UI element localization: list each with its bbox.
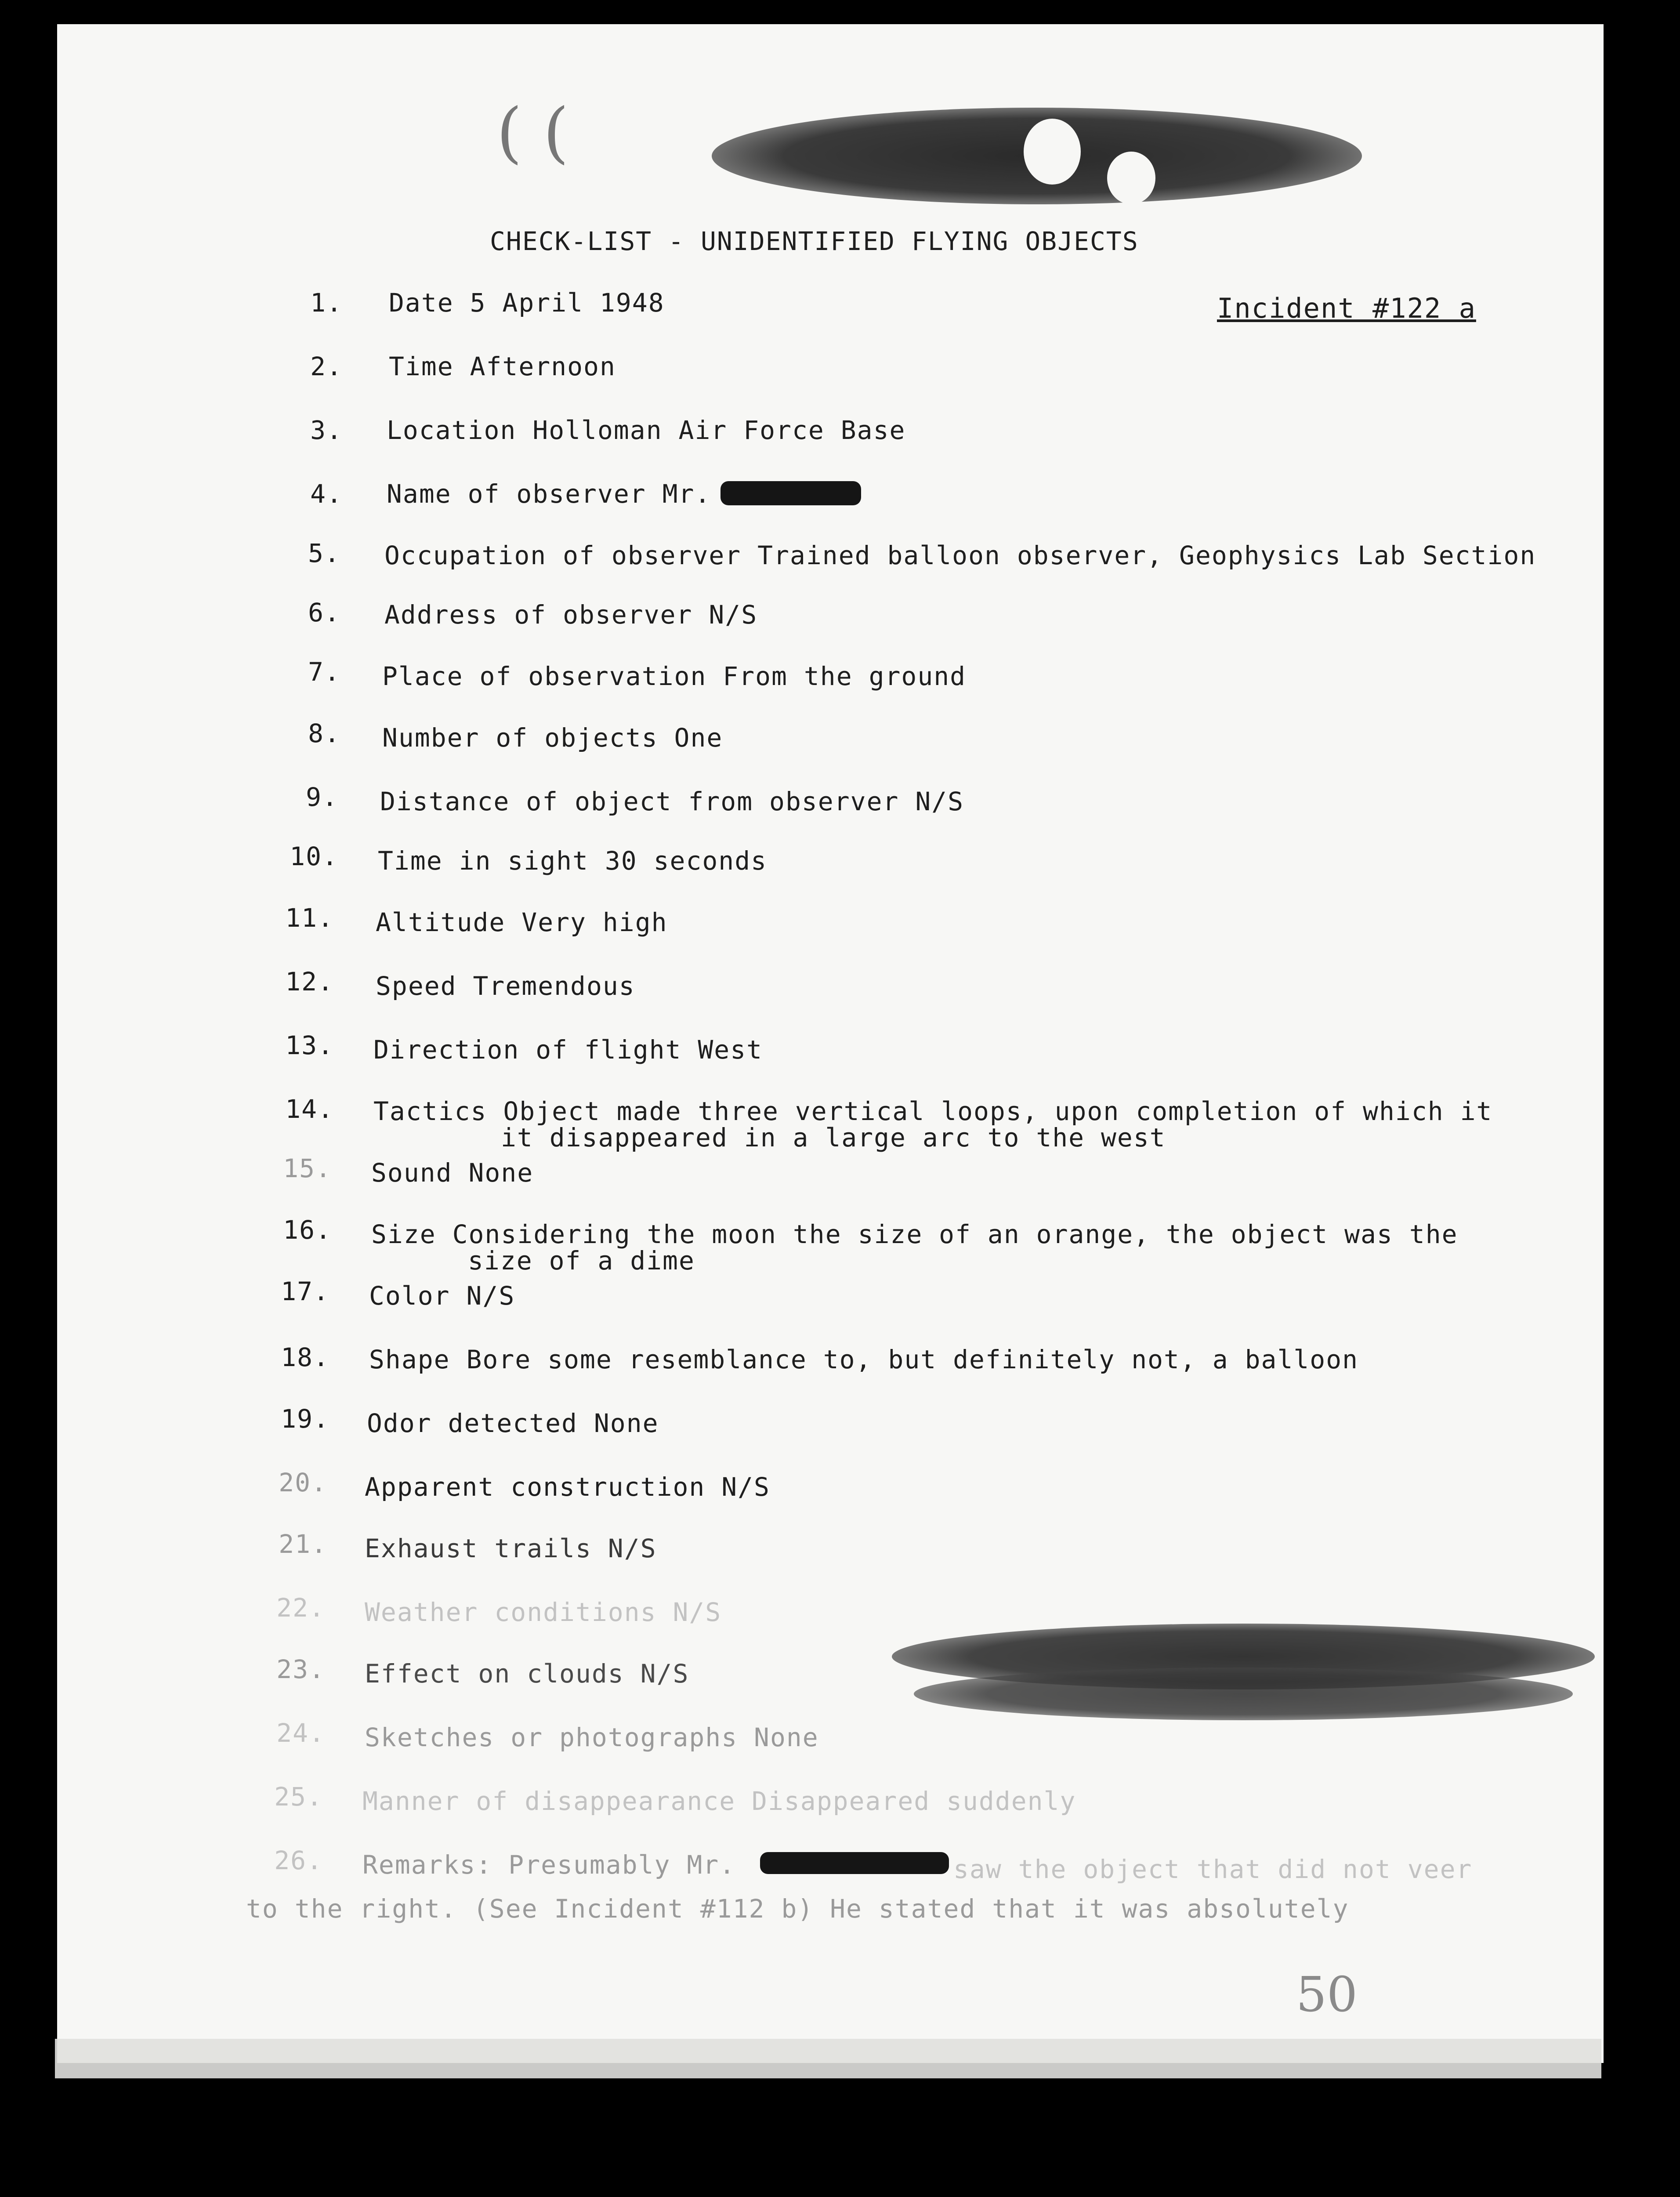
item-text: Sound None <box>371 1158 534 1188</box>
item-text: Address of observer N/S <box>384 600 758 630</box>
item-text: Weather conditions N/S <box>365 1597 722 1627</box>
item-text: Size Considering the moon the size of an orange, the object was the <box>371 1219 1458 1249</box>
item-text: Location Holloman Air Force Base <box>387 415 906 445</box>
item-text: Sketches or photographs None <box>365 1722 819 1752</box>
smudge-highlight <box>1107 152 1155 204</box>
page-title: CHECK-LIST - UNIDENTIFIED FLYING OBJECTS <box>490 226 1139 256</box>
item-text-continued: it disappeared in a large arc to the west <box>501 1123 1166 1153</box>
item-number: 15. <box>283 1153 332 1183</box>
item-number: 13. <box>285 1030 334 1060</box>
item-text: Manner of disappearance Disappeared suddenly <box>362 1786 1076 1816</box>
item-number: 5. <box>308 538 340 568</box>
item-text: Distance of object from observer N/S <box>380 787 964 816</box>
item-number: 22. <box>276 1593 325 1623</box>
item-number: 23. <box>276 1654 325 1684</box>
item-text: Exhaust trails N/S <box>365 1534 657 1563</box>
item-text: Name of observer Mr. <box>387 479 711 509</box>
item-number: 10. <box>290 841 338 871</box>
item-number: 14. <box>285 1094 334 1124</box>
smudge-highlight <box>1024 119 1081 185</box>
item-text: Speed Tremendous <box>376 971 635 1001</box>
redaction-bar <box>760 1852 949 1874</box>
item-text: Odor detected None <box>367 1408 659 1438</box>
item-text: Color N/S <box>369 1281 515 1311</box>
page-number: 50 <box>1296 1966 1358 2023</box>
item-text-continued: size of a dime <box>468 1246 695 1276</box>
incident-label: Incident #122 a <box>1217 292 1476 324</box>
item-text: Time in sight 30 seconds <box>378 846 768 876</box>
item-text: Number of objects One <box>382 723 723 753</box>
item-number: 3. <box>310 415 343 445</box>
item-number: 17. <box>281 1276 329 1306</box>
item-text-after: saw the object that did not veer <box>953 1854 1473 1884</box>
item-number: 19. <box>281 1404 329 1434</box>
item-number: 6. <box>308 598 340 627</box>
item-number: 8. <box>308 718 340 748</box>
page-bottom-edge <box>55 2039 1601 2078</box>
item-number: 18. <box>281 1342 329 1372</box>
item-text: Time Afternoon <box>389 352 616 381</box>
item-number: 26. <box>274 1845 323 1875</box>
item-text: Place of observation From the ground <box>382 661 967 691</box>
item-text: Effect on clouds N/S <box>365 1659 689 1689</box>
item-text: Apparent construction N/S <box>365 1472 770 1502</box>
remarks-continued: to the right. (See Incident #112 b) He stated that it was absolutely <box>246 1894 1349 1924</box>
item-number: 16. <box>283 1215 332 1245</box>
item-number: 11. <box>285 903 334 933</box>
item-number: 7. <box>308 657 340 687</box>
item-text: Tactics Object made three vertical loops, upon completion of which it <box>373 1096 1493 1126</box>
redaction-bar <box>721 481 861 505</box>
item-text: Remarks: Presumably Mr. <box>362 1850 736 1880</box>
item-text: Date 5 April 1948 <box>389 288 665 318</box>
item-number: 1. <box>310 288 343 318</box>
item-number: 12. <box>285 967 334 997</box>
item-text: Altitude Very high <box>376 907 668 937</box>
item-number: 24. <box>276 1718 325 1748</box>
item-text: Occupation of observer Trained balloon observer, Geophysics Lab Section <box>384 540 1536 570</box>
item-number: 25. <box>274 1782 323 1812</box>
handwritten-mark: ( ( <box>496 94 569 171</box>
document-page <box>57 24 1604 2063</box>
item-number: 21. <box>279 1529 327 1559</box>
item-number: 4. <box>310 479 343 509</box>
item-number: 20. <box>279 1468 327 1497</box>
item-number: 2. <box>310 352 343 381</box>
right-smudge-lower <box>914 1668 1573 1720</box>
item-text: Shape Bore some resemblance to, but definitely not, a balloon <box>369 1345 1359 1374</box>
item-text: Direction of flight West <box>373 1035 763 1065</box>
item-number: 9. <box>306 782 338 812</box>
